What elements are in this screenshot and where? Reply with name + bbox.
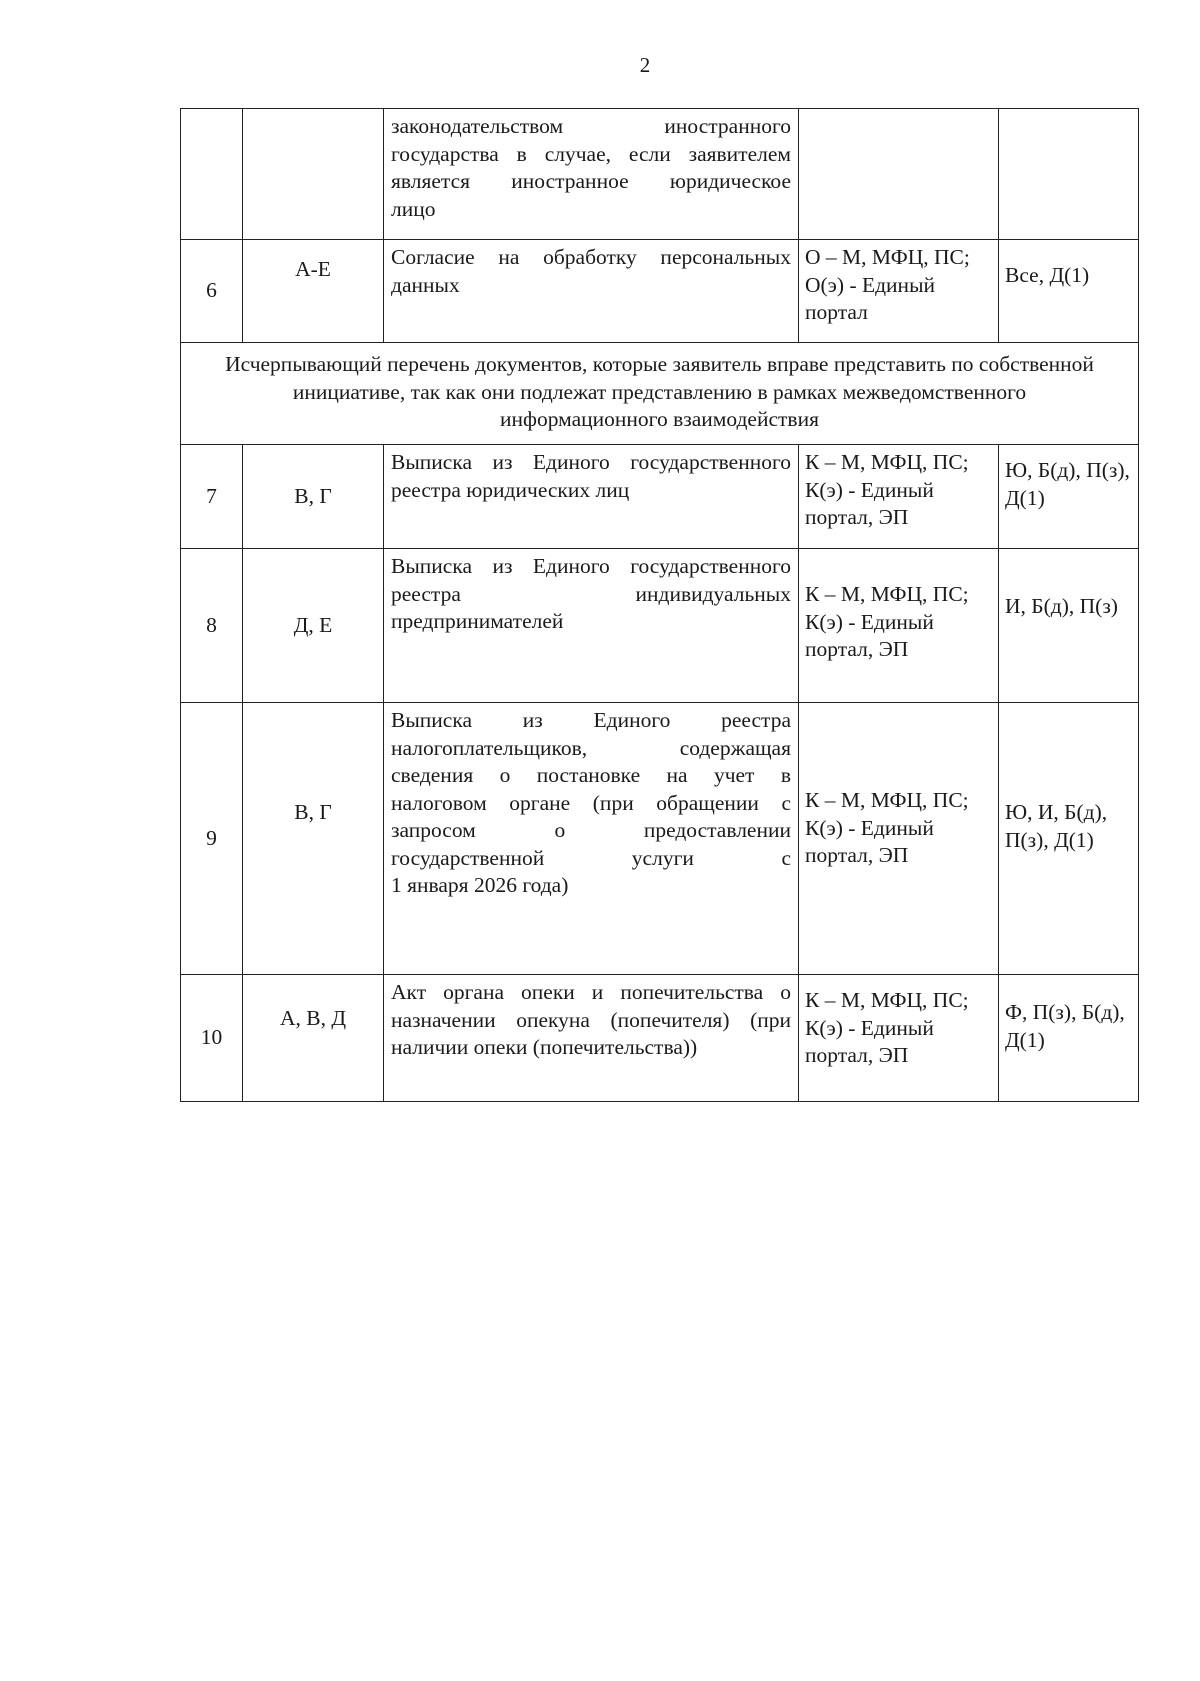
document-name-cell xyxy=(384,549,799,703)
document-name-line: налоговом органе (при обращении с xyxy=(391,790,791,815)
documents-table xyxy=(180,108,1139,1102)
document-name-line: предпринимателей xyxy=(391,609,564,633)
row-number-cell: 9 xyxy=(181,703,243,975)
applicant-category-cell: Ю, Б(д), П(з), Д(1) xyxy=(999,445,1139,549)
applicant-category-cell: Ю, И, Б(д), П(з), Д(1) xyxy=(999,703,1139,975)
applicant-category-cell: И, Б(д), П(з) xyxy=(999,549,1139,703)
row-number-cell xyxy=(181,109,243,240)
table-row xyxy=(181,445,1139,549)
table-row xyxy=(181,240,1139,343)
document-name-line: Акт органа опеки и попечительства о xyxy=(391,980,791,1004)
submission-method-cell: О – М, МФЦ, ПС; О(э) - Единый портал xyxy=(799,240,999,343)
section-heading-row xyxy=(181,343,1139,445)
document-name-line: 1 января 2026 года) xyxy=(391,873,569,897)
document-name-cell xyxy=(384,240,799,343)
applicant-category-cell: Ф, П(з), Б(д), Д(1) xyxy=(999,975,1139,1102)
document-name-line: реестра индивидуальных xyxy=(391,581,791,606)
document-name-line: наличии опеки (попечительства)) xyxy=(391,1035,698,1059)
submission-method-cell: К – М, МФЦ, ПС; К(э) - Единый портал, ЭП xyxy=(799,549,999,703)
category-cell: В, Г xyxy=(243,703,384,975)
table-row xyxy=(181,703,1139,975)
section-heading: Исчерпывающий перечень документов, которые заявитель вправе представить по собственной инициативе, так как они подлежат представлению в рамках межведомственного информационного взаимодействия xyxy=(181,343,1139,445)
document-name-line: сведения о постановке на учет в xyxy=(391,763,791,787)
table-row xyxy=(181,975,1139,1102)
document-name-line: законодательством иностранного xyxy=(391,114,791,138)
document-name-line: Выписка из Единого реестра xyxy=(391,708,791,732)
row-number-cell: 6 xyxy=(181,240,243,343)
category-cell: А-Е xyxy=(243,240,384,343)
submission-method-cell: К – М, МФЦ, ПС; К(э) - Единый портал, ЭП xyxy=(799,975,999,1102)
applicant-category-cell: Все, Д(1) xyxy=(999,240,1139,343)
document-name-line: Выписка из Единого государственного xyxy=(391,450,791,474)
row-number-cell: 8 xyxy=(181,549,243,703)
document-name-cell xyxy=(384,703,799,975)
category-cell xyxy=(243,109,384,240)
table-row xyxy=(181,109,1139,240)
category-cell: В, Г xyxy=(243,445,384,549)
document-name-line: государственной услуги с xyxy=(391,845,791,870)
document-name-line: Согласие на обработку персональных xyxy=(391,245,791,269)
table-row xyxy=(181,549,1139,703)
document-name-cell xyxy=(384,109,799,240)
document-name-line: назначении опекуна (попечителя) (при xyxy=(391,1007,791,1032)
applicant-category-cell xyxy=(999,109,1139,240)
document-name-line: является иностранное юридическое xyxy=(391,169,791,193)
submission-method-cell xyxy=(799,109,999,240)
document-name-line: реестра юридических лиц xyxy=(391,477,630,502)
submission-method-cell: К – М, МФЦ, ПС; К(э) - Единый портал, ЭП xyxy=(799,703,999,975)
document-name-line: лицо xyxy=(391,196,436,221)
document-name-line: запросом о предоставлении xyxy=(391,818,791,842)
submission-method-cell: К – М, МФЦ, ПС; К(э) - Единый портал, ЭП xyxy=(799,445,999,549)
category-cell: Д, Е xyxy=(243,549,384,703)
row-number-cell: 10 xyxy=(181,975,243,1102)
page-number: 2 xyxy=(639,53,651,77)
document-name-line: государства в случае, если заявителем xyxy=(391,141,791,166)
document-name-line: налогоплательщиков, содержащая xyxy=(391,735,791,760)
document-name-line: Выписка из Единого государственного xyxy=(391,554,791,578)
document-name-cell xyxy=(384,445,799,549)
category-cell: А, В, Д xyxy=(243,975,384,1102)
document-name-cell xyxy=(384,975,799,1102)
document-name-line: данных xyxy=(391,272,460,297)
row-number-cell: 7 xyxy=(181,445,243,549)
